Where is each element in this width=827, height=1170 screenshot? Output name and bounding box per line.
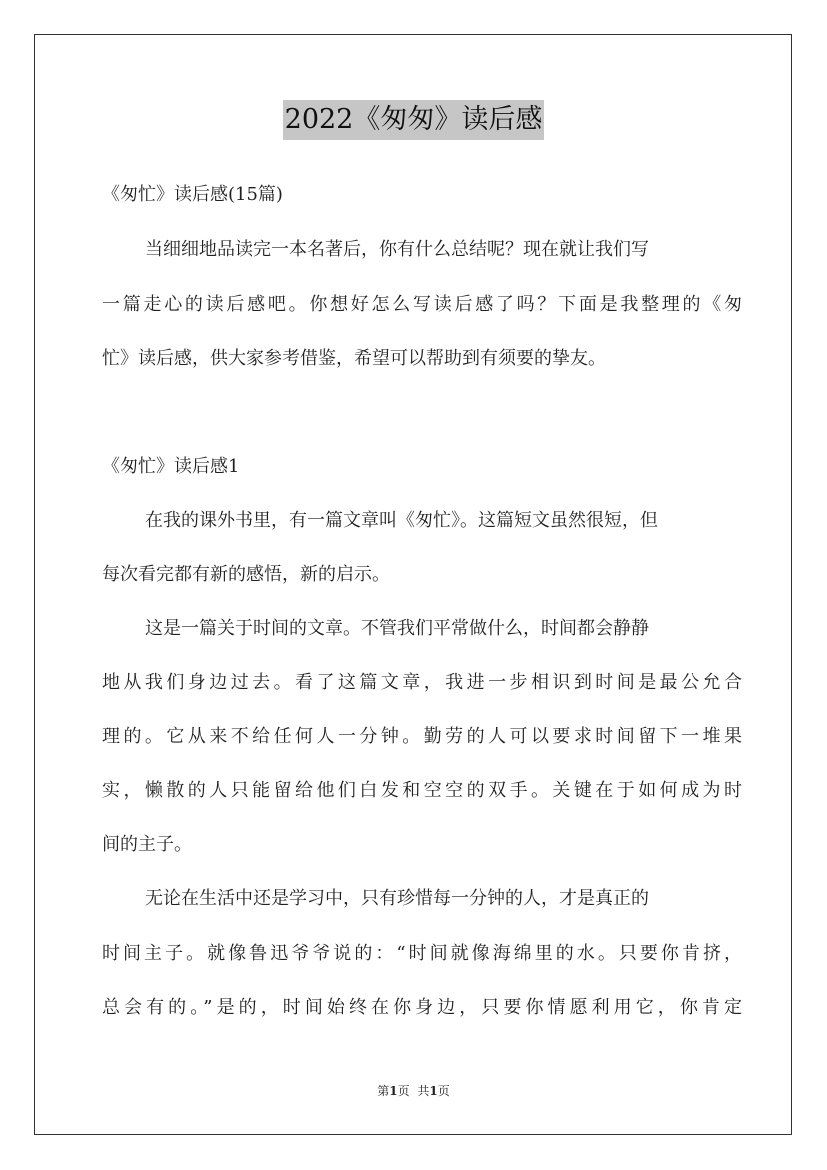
intro-line-3: 忙》读后感，供大家参考借鉴，希望可以帮助到有须要的挚友。	[102, 348, 606, 369]
title-container	[0, 100, 827, 140]
page-footer	[0, 1083, 827, 1099]
paragraph2-line-5: 间的主子。	[102, 834, 192, 855]
footer-page-suffix: 页	[397, 1084, 410, 1098]
footer-total-prefix: 共	[417, 1084, 430, 1098]
paragraph1-line-1: 在我的课外书里，有一篇文章叫《匆忙》。这篇短文虽然很短，但	[145, 510, 658, 531]
footer-page-number: 1	[389, 1084, 398, 1098]
paragraph3-line-1: 无论在生活中还是学习中，只有珍惜每一分钟的人，才是真正的	[145, 888, 649, 909]
intro-line-1: 当细细地品读完一本名著后，你有什么总结呢？现在就让我们写	[145, 239, 649, 260]
paragraph1-line-2: 每次看完都有新的感悟，新的启示。	[102, 564, 390, 585]
footer-page-prefix: 第	[377, 1084, 390, 1098]
paragraph2-line-4: 实，懒散的人只能留给他们白发和空空的双手。关键在于如何成为时	[102, 780, 742, 801]
intro-line-2: 一篇走心的读后感吧。你想好怎么写读后感了吗？下面是我整理的《匆	[102, 294, 742, 315]
paragraph2-line-3: 理的。它从来不给任何人一分钟。勤劳的人可以要求时间留下一堆果	[102, 726, 742, 747]
section-title: 《匆忙》读后感1	[102, 456, 240, 477]
paragraph2-line-2: 地从我们身边过去。看了这篇文章，我进一步相识到时间是最公允合	[102, 672, 742, 693]
document-title: 2022《匆匆》读后感	[283, 100, 545, 140]
document-heading: 《匆忙》读后感(15篇)	[102, 184, 283, 205]
footer-total-suffix: 页	[437, 1084, 450, 1098]
paragraph3-line-3: 总会有的。”是的，时间始终在你身边，只要你情愿利用它，你肯定	[102, 997, 742, 1018]
footer-total-number: 1	[429, 1084, 438, 1098]
paragraph2-line-1: 这是一篇关于时间的文章。不管我们平常做什么，时间都会静静	[145, 618, 649, 639]
paragraph3-line-2: 时间主子。就像鲁迅爷爷说的：“时间就像海绵里的水。只要你肯挤，	[102, 943, 742, 964]
